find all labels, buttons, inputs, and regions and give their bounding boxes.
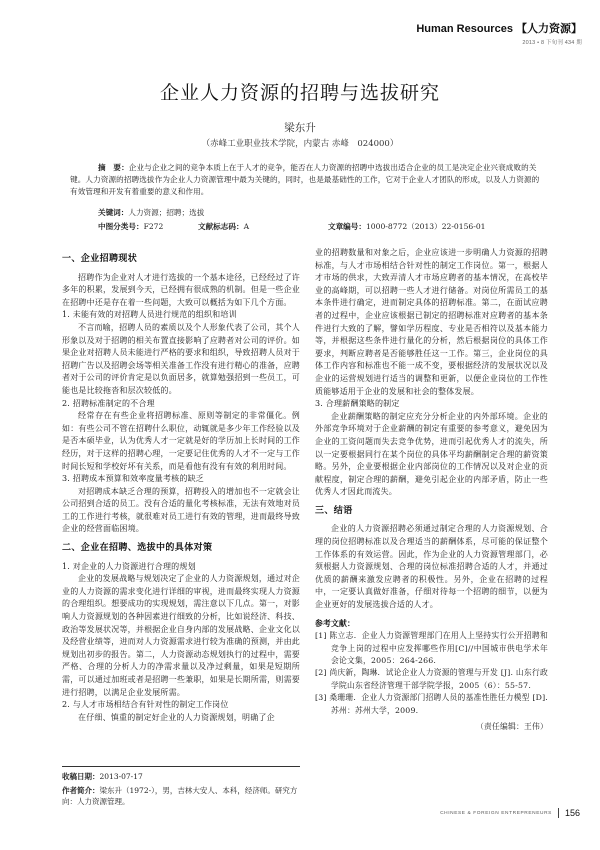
clc-label: 中图分类号：: [98, 222, 144, 231]
abstract: [70, 162, 540, 198]
section-heading-2: 二、企业在招聘、选拔中的具体对策: [62, 543, 213, 554]
paragraph: 企业的发展战略与规划决定了企业的人力资源规划，通过对企业的人力资源的需求变化进行详细的审视，进而最终实现人力资源的合理组织。想要成功的实现规划，需注意以下几点。第一，对影响人力资源规划的各种因素进行细致的分析，比如说经济、科技、政治等发展状况等，并根据企业自身内部的发展战略、企业文化以及经营业绩等，进而对人力资源需求进行较为准确的预测，并由此规划出初步的报告。第二，人力资源动态规划执行的过程中，需要严格、合理的分析人力的净需求量以及净过剩量，如果是短期所需，可以通过加班或者是招聘一些兼职，如果是长期所需，则需要进行招聘，以满足企业发展所需。: [62, 574, 300, 697]
paragraph: 企业薪酬策略的制定应充分分析企业的内外部环境。企业的外部竞争环境对于企业薪酬的制定有重要的参考意义，避免因为企业的工资问题而失去竞争优势，进而引起优秀人才的流失，所以一定要根据同行在某个岗位的具体平均薪酬制定合理的薪资策略。另外，企业要根据企业内部岗位的工作情况以及对企业的贡献程度，制定合理的薪酬，避免引起企业的内部矛盾，防止一些优秀人才因此而流失。: [315, 411, 548, 497]
footnote-rule: [62, 766, 300, 767]
brand-english: Human Resources: [416, 23, 513, 35]
author-bio: [62, 785, 300, 807]
paragraph: 企业的人力资源招聘必须通过制定合理的人力资源规划、合理的岗位招聘标准以及合理适当的薪酬体系，尽可能的保证整个工作体系的有效运营。因此，作为企业的人力资源管理部门，必须根据人力资源规划、合理的岗位标准招聘合适的人才，并通过优质的薪酬来激发应聘者的积极性。另外，企业在招聘的过程中，一定要认真做好准备，仔细对待每一个招聘的细节，以便为企业更好的发展选拔合适的人才。: [315, 524, 548, 610]
received-date: [62, 771, 143, 782]
paragraph: 招聘作为企业对人才进行选拔的一个基本途径，已经经过了许多年的积累，发展到今天，已经拥有很成熟的机制。但是一些企业在招聘中还是存在着一些问题，大致可以概括为如下几个方面。: [62, 272, 300, 307]
footer-divider: [558, 808, 559, 818]
subheading: 3. 合理薪酬策略的制定: [315, 399, 400, 409]
clc-value: F272: [143, 222, 164, 231]
classification-row: [98, 221, 528, 232]
doc-code-label: 文献标志码：: [198, 222, 244, 231]
author-name: 梁东升: [284, 122, 316, 134]
subheading: 3. 招聘成本预算和效率度量考核的缺乏: [62, 474, 204, 484]
abstract-label: 摘 要：: [98, 163, 129, 172]
keywords: [98, 207, 204, 218]
issue-line: 2013 • 8 下旬刊 434 期: [522, 40, 582, 46]
paragraph: 业的招聘数量和对象之后，企业应该进一步明确人力资源的招聘标准，与人才市场相结合针对性的制定工作岗位。第一，根据人才市场的供求，大致弄清人才市场应聘者的基本情况，在高校毕业的高峰期，可以招聘一些人才进行储备。对岗位所需员工的基本条件进行确定，进而制定具体的招聘标准。第二，在面试应聘者的过程中，企业应该根据已制定的招聘标准对应聘者的基本条件进行大致的了解，譬如学历程度、专业是否相符以及基本能力等，并根据这些条件进行量化的分析，然后根据岗位的具体工作要求，判断应聘者是否能够胜任这一工作。第三，企业岗位的具体工作内容和标准也不能一成不变，要根据经济的发展状况以及企业的运营规划进行适当的调整和更新，以便企业岗位的工作性质能够适用于企业的发展和社会的整体发展。: [315, 248, 548, 396]
subheading: 2. 与人才市场相结合有针对性的制定工作岗位: [62, 700, 229, 710]
responsible-editor: （责任编辑：王伟）: [476, 722, 548, 732]
journal-name: CHINESE & FOREIGN ENTREPRENEURS: [440, 810, 552, 816]
page-footer: [440, 808, 580, 818]
journal-header: [416, 20, 582, 46]
article-id-label: 文章编号：: [328, 222, 366, 231]
reference-item: [1] 陈立志．企业人力资源管理部门在用人上坚持实行公开招聘和竞争上岗的过程中应发挥哪些作用[C]//中国城市供电学术年会论文集，2005：264-266.: [315, 631, 548, 666]
journal-brand: Human Resources 【人力资源】: [416, 23, 582, 35]
section-heading-1: 一、企业招聘现状: [62, 254, 138, 264]
subheading: 2. 招聘标准制定的不合理: [62, 398, 155, 408]
bio-label: 作者简介：: [62, 786, 100, 795]
left-column: [62, 247, 300, 724]
article-id-value: 1000-8772（2013）22-0156-01: [365, 222, 486, 231]
section-heading-3: 三、结语: [315, 505, 353, 516]
subheading: 1. 对企业的人力资源进行合理的规划: [62, 561, 196, 571]
page-number: 156: [564, 808, 580, 818]
bio-value: 梁东升（1972-），男，吉林大安人、本科，经济师。研究方向：人力资源管理。: [62, 786, 298, 806]
received-label: 收稿日期：: [62, 772, 100, 781]
keywords-text: 人力资源；招聘；选拔: [128, 208, 205, 217]
references-title: 参考文献：: [315, 618, 355, 628]
reference-item: [2] 尚庆新，陶琳．试论企业人力资源的管理与开发 [J]. 山东行政学院山东省经济管理干部学院学报，2005（6）：55-57.: [315, 668, 548, 690]
author-affiliation: （赤峰工业职业技术学院，内蒙古 赤峰 024000）: [201, 139, 399, 149]
paragraph: 经常存在有些企业将招聘标准、原则等制定的非常僵化。例如：有些公司不管在招聘什么职位，动辄就是多少年工作经验以及是否本硕毕业，认为优秀人才一定就是好的学历加上长时间的工作经历，对于这样的招聘心理，一定要记住优秀的人才不一定与工作时间长短和学校好坏有关系，而是看他有没有有效的利用时间。: [62, 411, 300, 471]
keywords-label: 关键词：: [98, 208, 129, 217]
paragraph: 在仔细、慎重的制定好企业的人力资源规划，明确了企: [78, 712, 275, 722]
reference-item: [3] 桑珊珊．企业人力资源部门招聘人员的基准性胜任力模型 [D]. 苏州：苏州大学，2009.: [315, 693, 548, 715]
subheading: 1. 未能有效的对招聘人员进行规范的组织和培训: [62, 310, 237, 320]
paper-title: 企业人力资源的招聘与选拔研究: [159, 82, 440, 104]
received-value: 2013-07-17: [99, 772, 143, 781]
abstract-text: 企业与企业之间的竞争本质上在于人才的竞争，能否在人力资源的招聘中选拔出适合企业的员工是决定企业兴衰成败的关键。人力资源的招聘选拔作为企业人力资源管理中最为关键的，同时，也是最基础性的工作，它对于企业人才团队的形成，以及人力资源的有效管理和开发有着重要的意义和作用。: [70, 163, 540, 196]
paragraph: 对招聘成本缺乏合理的预算，招聘投入的增加也不一定就会让公司招到合适的员工。没有合适的量化考核标准，无法有效地对员工的工作进行考核，就很难对员工进行有效的管理，进而最终导致企业的经营面临困境。: [62, 486, 300, 534]
brand-chinese: 人力资源: [527, 23, 571, 35]
right-column: [315, 247, 548, 734]
paragraph: 不言而喻，招聘人员的素质以及个人形象代表了公司，其个人形象以及对于招聘的相关布置直接影响了应聘者对公司的评价。如果企业对招聘人员未能进行严格的要求和组织，导致招聘人员对于招聘广告以及招聘会场等相关准备工作没有进行精心的准备，应聘者对于公司的评价肯定是以负面居多，就算勉强招到一些员工，可能也是比较拖沓和层次较低的。: [62, 322, 300, 395]
doc-code-value: A: [243, 222, 250, 231]
